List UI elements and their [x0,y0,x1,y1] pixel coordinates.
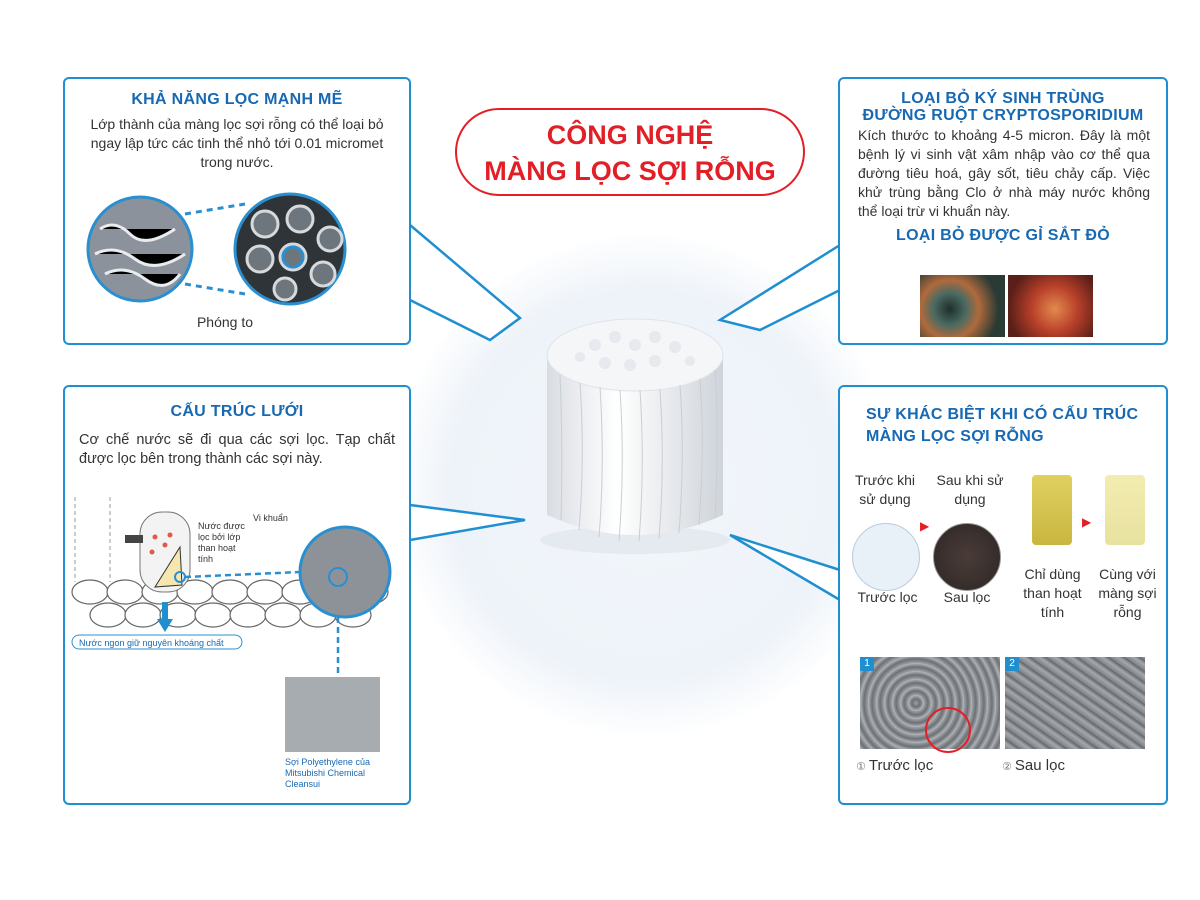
bacteria-label: Vi khuẩn [253,513,288,523]
difference-box [838,385,1168,805]
mineral-label: Nước ngon giữ nguyên khoáng chất [79,638,224,648]
parasite-removal-box [838,77,1168,345]
diff-heading-line1: SỰ KHÁC BIỆT KHI CÓ CẤU TRÚC [866,406,1139,423]
mesh-heading: CẤU TRÚC LƯỚI [170,403,304,420]
after-use-label: Sau khi sử dụng [936,472,1004,507]
mesh-structure-box [63,385,411,805]
filter-ability-heading: KHẢ NĂNG LỌC MẠNH MẼ [131,91,343,108]
before-filter-label: Trước lọc [857,589,918,605]
after-filter-label: Sau lọc [943,589,991,605]
rust-heading: LOẠI BỎ ĐƯỢC GỈ SẮT ĐỎ [896,227,1110,244]
rust-photo [1008,275,1093,337]
arrow-icon-2: ▶ [1082,515,1092,529]
parasite-photo [920,275,1005,337]
filter-ability-text: Lớp thành của màng lọc sợi rỗng có thể loại bỏ ngay lập tức các tinh thể nhỏ tới 0.01 micromet trong nước. [90,116,384,170]
mesh-text: Cơ chế nước sẽ đi qua các sợi lọc. Tạp chất được lọc bên trong thành các sợi này. [79,432,395,467]
badge-1: 1 [860,657,874,671]
diff-heading-line2: MÀNG LỌC SỢI RỖNG [866,428,1044,445]
micro-after-label: ② Sau lọc [1002,757,1065,774]
membrane-cup [1105,475,1145,545]
micro-after-image [1005,657,1145,749]
filter-ability-box [63,77,411,345]
carbon-only-cup [1032,475,1072,545]
zoom-label: Phóng to [196,314,254,330]
main-title [455,108,805,196]
with-membrane-label: Cùng với màng sợi rỗng [1098,566,1157,620]
arrow-icon: ▶ [920,519,930,533]
title-line1: CÔNG NGHỆ [546,120,714,150]
carbon-label: Nước được lọc bởi lớp than hoạt tính [198,521,245,564]
micro-before-label: ① Trước lọc [856,757,934,774]
micro-before-circle [925,707,971,753]
before-filter-disc [852,523,920,591]
hollow-fiber-filter-image [535,315,755,555]
fiber-label: Sợi Polyethylene của Mitsubishi Chemical Cleansui [285,757,370,789]
fiber-magnify-illustration [85,189,385,309]
parasite-heading-line2: ĐƯỜNG RUỘT CRYPTOSPORIDIUM [862,107,1144,124]
carbon-only-label: Chỉ dùng than hoạt tính [1023,566,1082,620]
parasite-text: Kích thước to khoảng 4-5 micron. Đây là một bệnh lý vi sinh vật xâm nhập vào cơ thể qua đường tiêu hoá, gây sốt, tiêu chảy cấp. Việc khử trùng bằng Clo ở nhà máy nước không thể loại trừ vi khuẩn này. [858,127,1150,219]
badge-2: 2 [1005,657,1019,671]
title-line2: MÀNG LỌC SỢI RỖNG [484,156,776,186]
before-use-label: Trước khi sử dụng [854,472,916,507]
after-filter-disc [933,523,1001,591]
parasite-heading-line1: LOẠI BỎ KÝ SINH TRÙNG [901,90,1105,107]
